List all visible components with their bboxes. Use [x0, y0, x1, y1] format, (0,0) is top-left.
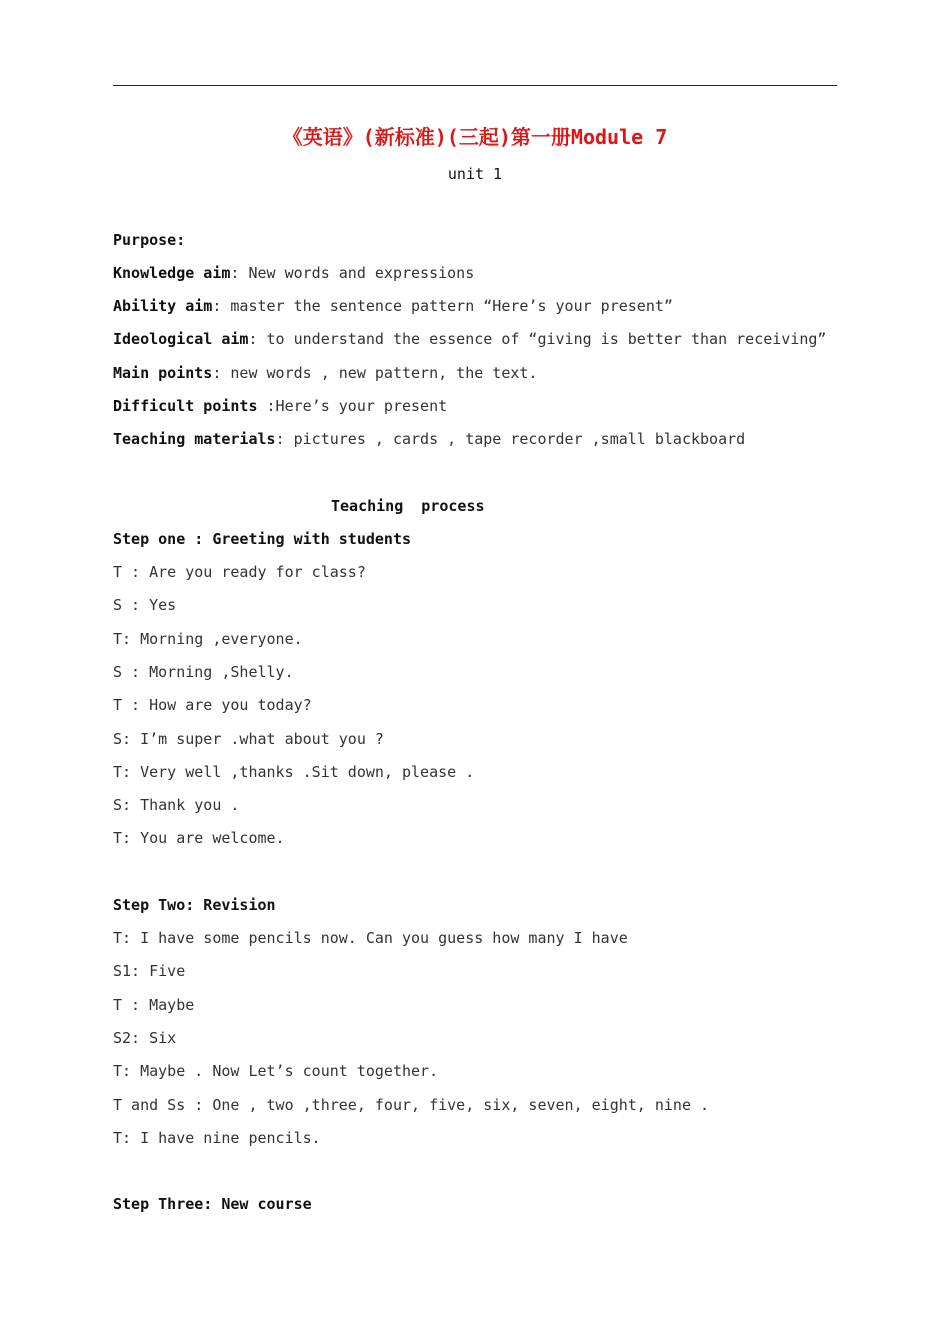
aim-label: Main points — [113, 364, 213, 382]
teaching-materials — [113, 429, 745, 449]
header-rule — [113, 85, 837, 86]
dialogue-line: T: Very well ,thanks .Sit down, please . — [113, 763, 475, 781]
dialogue-line: T: Morning ,everyone. — [113, 630, 303, 648]
aim-text: : pictures , cards , tape recorder ,small blackboard — [275, 430, 746, 448]
aim-text: : new words , new pattern, the text. — [212, 364, 538, 382]
purpose-heading: Purpose: — [113, 231, 186, 249]
aim-text: : to understand the essence of “giving is better than receiving” — [248, 330, 827, 348]
step-one-heading: Step one : Greeting with students — [113, 530, 412, 548]
document-subtitle: unit 1 — [447, 165, 503, 183]
dialogue-line: S2: Six — [113, 1029, 177, 1047]
aim-label: Knowledge aim — [113, 264, 231, 282]
dialogue-line: T: I have some pencils now. Can you guess how many I have — [113, 929, 628, 947]
dialogue-line: S : Morning ,Shelly. — [113, 663, 294, 681]
dialogue-line: S: Thank you . — [113, 796, 240, 814]
aim-label: Difficult points — [113, 397, 258, 415]
dialogue-line: T: You are welcome. — [113, 829, 285, 847]
aim-label: Ability aim — [113, 297, 213, 315]
step-three-heading: Step Three: New course — [113, 1195, 312, 1213]
main-points — [113, 363, 537, 383]
dialogue-line: T: Maybe . Now Let’s count together. — [113, 1062, 439, 1080]
aim-label: Ideological aim — [113, 330, 249, 348]
aim-knowledge — [113, 263, 474, 283]
dialogue-line: S: I’m super .what about you ? — [113, 730, 384, 748]
dialogue-line: S : Yes — [113, 596, 177, 614]
dialogue-line: T : Maybe — [113, 996, 195, 1014]
dialogue-line: T : How are you today? — [113, 696, 312, 714]
dialogue-line: T and Ss : One , two ,three, four, five, six, seven, eight, nine . — [113, 1096, 710, 1114]
step-two-heading: Step Two: Revision — [113, 896, 276, 914]
dialogue-line: S1: Five — [113, 962, 186, 980]
dialogue-line: T: I have nine pencils. — [113, 1129, 321, 1147]
aim-ideological — [113, 329, 826, 349]
aim-label: Teaching materials — [113, 430, 276, 448]
process-heading: Teaching process — [331, 497, 485, 515]
aim-text: :Here’s your present — [257, 397, 448, 415]
document-title: 《英语》(新标准)(三起)第一册Module 7 — [282, 125, 668, 149]
aim-text: : master the sentence pattern “Here’s your present” — [212, 297, 673, 315]
dialogue-line: T : Are you ready for class? — [113, 563, 366, 581]
aim-text: : New words and expressions — [230, 264, 475, 282]
difficult-points — [113, 396, 447, 416]
aim-ability — [113, 296, 673, 316]
